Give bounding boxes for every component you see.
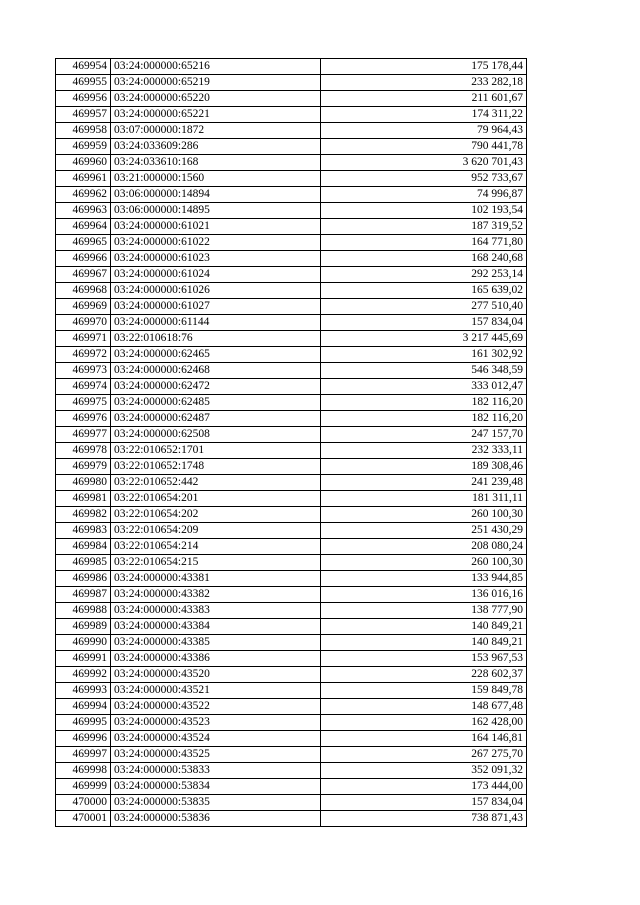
cadastral-number-cell: 03:22:010652:1701 [111, 443, 321, 459]
table-row [56, 619, 527, 635]
row-number-cell: 469998 [56, 763, 111, 779]
row-number-cell: 469989 [56, 619, 111, 635]
value-cell: 181 311,11 [321, 491, 527, 507]
cadastral-number-cell: 03:06:000000:14895 [111, 203, 321, 219]
cadastral-number-cell: 03:24:000000:62465 [111, 347, 321, 363]
cadastral-number-cell: 03:24:033609:286 [111, 139, 321, 155]
value-cell: 790 441,78 [321, 139, 527, 155]
row-number-cell: 469966 [56, 251, 111, 267]
cadastral-number-cell: 03:24:000000:61144 [111, 315, 321, 331]
table-row [56, 603, 527, 619]
registry-table-body [56, 59, 527, 827]
table-row [56, 91, 527, 107]
cadastral-number-cell: 03:24:000000:43520 [111, 667, 321, 683]
row-number-cell: 469987 [56, 587, 111, 603]
table-row [56, 507, 527, 523]
cadastral-number-cell: 03:24:000000:61027 [111, 299, 321, 315]
table-row [56, 491, 527, 507]
table-row [56, 107, 527, 123]
value-cell: 74 996,87 [321, 187, 527, 203]
value-cell: 352 091,32 [321, 763, 527, 779]
value-cell: 140 849,21 [321, 619, 527, 635]
value-cell: 162 428,00 [321, 715, 527, 731]
table-row [56, 283, 527, 299]
table-row [56, 411, 527, 427]
table-row [56, 651, 527, 667]
table-row [56, 379, 527, 395]
value-cell: 164 771,80 [321, 235, 527, 251]
value-cell: 182 116,20 [321, 411, 527, 427]
value-cell: 189 308,46 [321, 459, 527, 475]
row-number-cell: 469971 [56, 331, 111, 347]
row-number-cell: 469981 [56, 491, 111, 507]
value-cell: 157 834,04 [321, 795, 527, 811]
row-number-cell: 469969 [56, 299, 111, 315]
cadastral-number-cell: 03:24:000000:61022 [111, 235, 321, 251]
table-row [56, 779, 527, 795]
table-row [56, 635, 527, 651]
table-row [56, 59, 527, 75]
row-number-cell: 469974 [56, 379, 111, 395]
row-number-cell: 469973 [56, 363, 111, 379]
table-row [56, 795, 527, 811]
row-number-cell: 469968 [56, 283, 111, 299]
row-number-cell: 469988 [56, 603, 111, 619]
cadastral-number-cell: 03:24:000000:62472 [111, 379, 321, 395]
value-cell: 187 319,52 [321, 219, 527, 235]
value-cell: 173 444,00 [321, 779, 527, 795]
value-cell: 159 849,78 [321, 683, 527, 699]
table-row [56, 347, 527, 363]
cadastral-number-cell: 03:24:000000:53836 [111, 811, 321, 827]
table-row [56, 251, 527, 267]
cadastral-number-cell: 03:24:000000:53833 [111, 763, 321, 779]
cadastral-number-cell: 03:24:000000:62485 [111, 395, 321, 411]
table-row [56, 139, 527, 155]
cadastral-number-cell: 03:22:010654:202 [111, 507, 321, 523]
row-number-cell: 469962 [56, 187, 111, 203]
row-number-cell: 469990 [56, 635, 111, 651]
cadastral-number-cell: 03:24:000000:53834 [111, 779, 321, 795]
table-row [56, 155, 527, 171]
row-number-cell: 470000 [56, 795, 111, 811]
table-row [56, 731, 527, 747]
row-number-cell: 469983 [56, 523, 111, 539]
table-row [56, 443, 527, 459]
cadastral-number-cell: 03:24:000000:62508 [111, 427, 321, 443]
cadastral-number-cell: 03:24:000000:61021 [111, 219, 321, 235]
cadastral-number-cell: 03:21:000000:1560 [111, 171, 321, 187]
row-number-cell: 470001 [56, 811, 111, 827]
cadastral-number-cell: 03:22:010652:442 [111, 475, 321, 491]
row-number-cell: 469958 [56, 123, 111, 139]
row-number-cell: 469997 [56, 747, 111, 763]
table-row [56, 219, 527, 235]
value-cell: 148 677,48 [321, 699, 527, 715]
value-cell: 164 146,81 [321, 731, 527, 747]
cadastral-number-cell: 03:24:000000:65221 [111, 107, 321, 123]
row-number-cell: 469999 [56, 779, 111, 795]
value-cell: 102 193,54 [321, 203, 527, 219]
row-number-cell: 469991 [56, 651, 111, 667]
table-row [56, 315, 527, 331]
value-cell: 136 016,16 [321, 587, 527, 603]
row-number-cell: 469985 [56, 555, 111, 571]
cadastral-number-cell: 03:06:000000:14894 [111, 187, 321, 203]
cadastral-number-cell: 03:24:000000:62487 [111, 411, 321, 427]
cadastral-number-cell: 03:24:000000:43525 [111, 747, 321, 763]
cadastral-number-cell: 03:24:000000:43386 [111, 651, 321, 667]
row-number-cell: 469992 [56, 667, 111, 683]
value-cell: 211 601,67 [321, 91, 527, 107]
cadastral-number-cell: 03:24:000000:43523 [111, 715, 321, 731]
table-row [56, 715, 527, 731]
row-number-cell: 469996 [56, 731, 111, 747]
cadastral-number-cell: 03:24:000000:43383 [111, 603, 321, 619]
value-cell: 260 100,30 [321, 507, 527, 523]
cadastral-number-cell: 03:24:000000:43381 [111, 571, 321, 587]
table-row [56, 699, 527, 715]
value-cell: 277 510,40 [321, 299, 527, 315]
row-number-cell: 469960 [56, 155, 111, 171]
table-row [56, 523, 527, 539]
value-cell: 161 302,92 [321, 347, 527, 363]
cadastral-number-cell: 03:24:000000:61024 [111, 267, 321, 283]
table-row [56, 267, 527, 283]
table-row [56, 235, 527, 251]
cadastral-number-cell: 03:24:000000:43524 [111, 731, 321, 747]
row-number-cell: 469975 [56, 395, 111, 411]
table-row [56, 475, 527, 491]
value-cell: 241 239,48 [321, 475, 527, 491]
row-number-cell: 469964 [56, 219, 111, 235]
value-cell: 228 602,37 [321, 667, 527, 683]
row-number-cell: 469982 [56, 507, 111, 523]
cadastral-number-cell: 03:07:000000:1872 [111, 123, 321, 139]
row-number-cell: 469972 [56, 347, 111, 363]
row-number-cell: 469993 [56, 683, 111, 699]
cadastral-number-cell: 03:24:000000:43384 [111, 619, 321, 635]
table-row [56, 203, 527, 219]
table-row [56, 299, 527, 315]
value-cell: 333 012,47 [321, 379, 527, 395]
row-number-cell: 469957 [56, 107, 111, 123]
cadastral-number-cell: 03:24:033610:168 [111, 155, 321, 171]
table-row [56, 363, 527, 379]
value-cell: 546 348,59 [321, 363, 527, 379]
value-cell: 260 100,30 [321, 555, 527, 571]
row-number-cell: 469977 [56, 427, 111, 443]
table-row [56, 395, 527, 411]
value-cell: 168 240,68 [321, 251, 527, 267]
row-number-cell: 469970 [56, 315, 111, 331]
value-cell: 133 944,85 [321, 571, 527, 587]
cadastral-number-cell: 03:24:000000:43522 [111, 699, 321, 715]
value-cell: 140 849,21 [321, 635, 527, 651]
table-row [56, 571, 527, 587]
table-row [56, 187, 527, 203]
cadastral-number-cell: 03:22:010618:76 [111, 331, 321, 347]
value-cell: 233 282,18 [321, 75, 527, 91]
value-cell: 247 157,70 [321, 427, 527, 443]
table-row [56, 555, 527, 571]
value-cell: 175 178,44 [321, 59, 527, 75]
table-row [56, 811, 527, 827]
cadastral-number-cell: 03:22:010654:214 [111, 539, 321, 555]
row-number-cell: 469955 [56, 75, 111, 91]
cadastral-number-cell: 03:24:000000:43382 [111, 587, 321, 603]
registry-table [55, 58, 527, 827]
row-number-cell: 469984 [56, 539, 111, 555]
value-cell: 738 871,43 [321, 811, 527, 827]
value-cell: 952 733,67 [321, 171, 527, 187]
cadastral-number-cell: 03:24:000000:62468 [111, 363, 321, 379]
value-cell: 267 275,70 [321, 747, 527, 763]
row-number-cell: 469978 [56, 443, 111, 459]
table-row [56, 75, 527, 91]
table-row [56, 459, 527, 475]
value-cell: 182 116,20 [321, 395, 527, 411]
cadastral-number-cell: 03:22:010652:1748 [111, 459, 321, 475]
row-number-cell: 469994 [56, 699, 111, 715]
value-cell: 174 311,22 [321, 107, 527, 123]
cadastral-number-cell: 03:22:010654:209 [111, 523, 321, 539]
value-cell: 292 253,14 [321, 267, 527, 283]
cadastral-number-cell: 03:24:000000:65216 [111, 59, 321, 75]
table-row [56, 747, 527, 763]
value-cell: 232 333,11 [321, 443, 527, 459]
value-cell: 157 834,04 [321, 315, 527, 331]
value-cell: 251 430,29 [321, 523, 527, 539]
value-cell: 138 777,90 [321, 603, 527, 619]
cadastral-number-cell: 03:22:010654:215 [111, 555, 321, 571]
table-row [56, 667, 527, 683]
row-number-cell: 469959 [56, 139, 111, 155]
cadastral-number-cell: 03:24:000000:65219 [111, 75, 321, 91]
row-number-cell: 469979 [56, 459, 111, 475]
table-row [56, 123, 527, 139]
row-number-cell: 469965 [56, 235, 111, 251]
table-row [56, 587, 527, 603]
cadastral-number-cell: 03:24:000000:61026 [111, 283, 321, 299]
table-row [56, 427, 527, 443]
value-cell: 208 080,24 [321, 539, 527, 555]
cadastral-number-cell: 03:24:000000:43385 [111, 635, 321, 651]
cadastral-number-cell: 03:24:000000:65220 [111, 91, 321, 107]
row-number-cell: 469963 [56, 203, 111, 219]
table-row [56, 763, 527, 779]
cadastral-number-cell: 03:24:000000:53835 [111, 795, 321, 811]
row-number-cell: 469967 [56, 267, 111, 283]
row-number-cell: 469976 [56, 411, 111, 427]
cadastral-number-cell: 03:24:000000:43521 [111, 683, 321, 699]
table-row [56, 683, 527, 699]
value-cell: 3 217 445,69 [321, 331, 527, 347]
row-number-cell: 469995 [56, 715, 111, 731]
row-number-cell: 469956 [56, 91, 111, 107]
cadastral-number-cell: 03:22:010654:201 [111, 491, 321, 507]
table-row [56, 539, 527, 555]
value-cell: 3 620 701,43 [321, 155, 527, 171]
table-row [56, 331, 527, 347]
row-number-cell: 469980 [56, 475, 111, 491]
row-number-cell: 469954 [56, 59, 111, 75]
value-cell: 153 967,53 [321, 651, 527, 667]
value-cell: 79 964,43 [321, 123, 527, 139]
table-row [56, 171, 527, 187]
value-cell: 165 639,02 [321, 283, 527, 299]
cadastral-number-cell: 03:24:000000:61023 [111, 251, 321, 267]
row-number-cell: 469961 [56, 171, 111, 187]
row-number-cell: 469986 [56, 571, 111, 587]
